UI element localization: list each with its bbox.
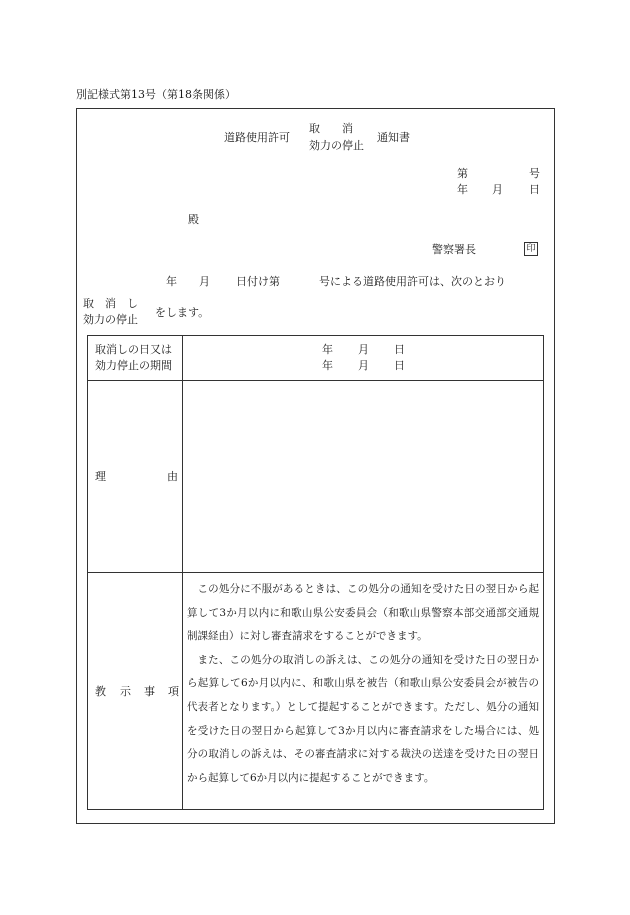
form-label: 別記様式第13号（第18条関係） — [76, 88, 236, 101]
table-row-divider — [88, 380, 543, 381]
date-day: 日 — [529, 183, 540, 196]
statement-option-suspend: 効力の停止 — [83, 313, 138, 326]
cancel-date-label-line1: 取消しの日又は — [95, 343, 172, 356]
cancel-date-year-2: 年 — [322, 359, 333, 372]
title-option-cancel: 取 消 — [309, 122, 353, 135]
title-prefix: 道路使用許可 — [224, 131, 290, 144]
notice-paragraph-appeal: この処分に不服があるときは、この処分の通知を受けた日の翌日から起算して3か月以内に和歌山県公安委員会（和歌山県警察本部交通部交通規制課経由）に対し審査請求をすることができます。 — [187, 583, 539, 643]
notice-label-char1: 教 — [95, 685, 106, 698]
cancel-date-month-1: 月 — [358, 343, 369, 356]
statement-rest: 号による道路使用許可は、次のとおり — [319, 275, 506, 288]
reason-label-char1: 理 — [95, 470, 106, 483]
notice-label-char2: 示 — [120, 685, 131, 698]
addressee-suffix: 殿 — [188, 213, 199, 226]
date-month: 月 — [492, 183, 503, 196]
title-suffix: 通知書 — [377, 131, 410, 144]
cancel-date-label-line2: 効力停止の期間 — [95, 359, 172, 372]
date-year: 年 — [457, 183, 468, 196]
notice-body — [187, 578, 539, 790]
cancel-date-year-1: 年 — [322, 343, 333, 356]
notice-paragraph-lawsuit: また、この処分の取消しの訴えは、この処分の通知を受けた日の翌日から起算して6か月以内に、和歌山県を被告（和歌山県公安委員会が被告の代表者となります。）として提起することができます。ただし、処分の通知を受けた日の翌日から起算して3か月以内に審査請求をした場合には、処分の取消しの訴えは、その審査請求に対する裁決の送達を受けた日の翌日から起算して6か月以内に提起することができます。 — [187, 653, 539, 784]
statement-year: 年 — [166, 275, 177, 288]
title-option-suspend: 効力の停止 — [309, 139, 364, 152]
cancel-date-day-2: 日 — [394, 359, 405, 372]
reason-label-char2: 由 — [167, 470, 178, 483]
statement-day-label: 日付け第 — [236, 275, 280, 288]
statement-ending: をします。 — [155, 306, 210, 319]
statement-month: 月 — [199, 275, 210, 288]
seal-stamp: 印 — [524, 242, 538, 256]
notice-label-char3: 事 — [144, 685, 155, 698]
cancel-date-day-1: 日 — [394, 343, 405, 356]
issuer-label: 警察署長 — [432, 243, 476, 256]
table-row-divider — [88, 572, 543, 573]
cancel-date-month-2: 月 — [358, 359, 369, 372]
doc-number-suffix: 号 — [529, 167, 540, 180]
doc-number-label: 第 — [457, 167, 468, 180]
statement-option-cancel: 取 消 し — [83, 297, 138, 310]
notice-label-char4: 項 — [168, 685, 179, 698]
